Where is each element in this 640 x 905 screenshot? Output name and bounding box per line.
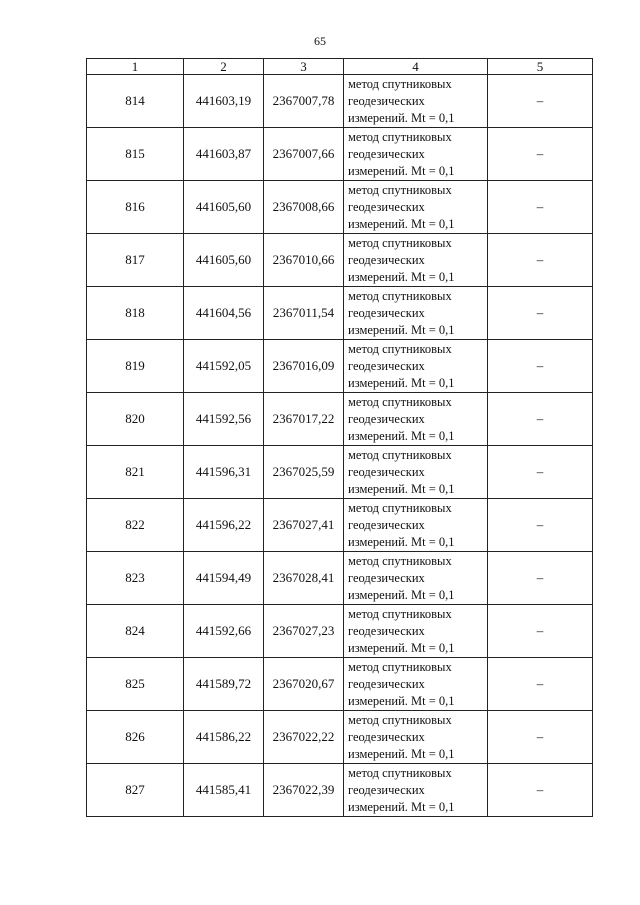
method-line: геодезических xyxy=(348,305,425,320)
method-line: метод спутниковых xyxy=(348,712,452,727)
x-coordinate-cell: 441603,19 xyxy=(184,75,264,128)
method-line: метод спутниковых xyxy=(348,553,452,568)
method-cell xyxy=(344,446,488,499)
method-line: геодезических xyxy=(348,782,425,797)
coordinates-table xyxy=(86,58,593,817)
method-line: метод спутниковых xyxy=(348,765,452,780)
method-cell xyxy=(344,181,488,234)
y-coordinate-cell: 2367020,67 xyxy=(264,658,344,711)
method-cell xyxy=(344,393,488,446)
note-cell: – xyxy=(488,128,593,181)
method-line: геодезических xyxy=(348,93,425,108)
point-number-cell: 816 xyxy=(87,181,184,234)
method-line: метод спутниковых xyxy=(348,76,452,91)
header-col-4: 4 xyxy=(344,59,488,75)
table-row xyxy=(87,340,593,393)
y-coordinate-cell: 2367028,41 xyxy=(264,552,344,605)
method-line: геодезических xyxy=(348,199,425,214)
x-coordinate-cell: 441585,41 xyxy=(184,764,264,817)
y-coordinate-cell: 2367027,41 xyxy=(264,499,344,552)
point-number-cell: 822 xyxy=(87,499,184,552)
point-number-cell: 825 xyxy=(87,658,184,711)
note-cell: – xyxy=(488,181,593,234)
x-coordinate-cell: 441605,60 xyxy=(184,234,264,287)
method-line: измерений. Mt = 0,1 xyxy=(348,375,455,390)
y-coordinate-cell: 2367007,78 xyxy=(264,75,344,128)
point-number-cell: 818 xyxy=(87,287,184,340)
point-number-cell: 817 xyxy=(87,234,184,287)
table-row xyxy=(87,234,593,287)
x-coordinate-cell: 441603,87 xyxy=(184,128,264,181)
method-cell xyxy=(344,552,488,605)
y-coordinate-cell: 2367010,66 xyxy=(264,234,344,287)
method-cell xyxy=(344,711,488,764)
x-coordinate-cell: 441596,31 xyxy=(184,446,264,499)
x-coordinate-cell: 441605,60 xyxy=(184,181,264,234)
method-line: геодезических xyxy=(348,464,425,479)
method-cell xyxy=(344,287,488,340)
y-coordinate-cell: 2367008,66 xyxy=(264,181,344,234)
table-row xyxy=(87,393,593,446)
method-line: измерений. Mt = 0,1 xyxy=(348,269,455,284)
method-line: геодезических xyxy=(348,358,425,373)
method-line: геодезических xyxy=(348,676,425,691)
point-number-cell: 820 xyxy=(87,393,184,446)
point-number-cell: 827 xyxy=(87,764,184,817)
table-body xyxy=(87,75,593,817)
method-line: измерений. Mt = 0,1 xyxy=(348,587,455,602)
table-row xyxy=(87,181,593,234)
note-cell: – xyxy=(488,234,593,287)
table-row xyxy=(87,658,593,711)
table-row xyxy=(87,75,593,128)
method-line: геодезических xyxy=(348,623,425,638)
header-col-3: 3 xyxy=(264,59,344,75)
method-line: измерений. Mt = 0,1 xyxy=(348,534,455,549)
header-col-5: 5 xyxy=(488,59,593,75)
point-number-cell: 815 xyxy=(87,128,184,181)
page-number: 65 xyxy=(314,34,326,48)
note-cell: – xyxy=(488,605,593,658)
method-line: геодезических xyxy=(348,252,425,267)
method-line: измерений. Mt = 0,1 xyxy=(348,428,455,443)
method-line: измерений. Mt = 0,1 xyxy=(348,693,455,708)
method-line: измерений. Mt = 0,1 xyxy=(348,746,455,761)
header-col-1: 1 xyxy=(87,59,184,75)
table-header xyxy=(87,59,593,75)
note-cell: – xyxy=(488,75,593,128)
note-cell: – xyxy=(488,499,593,552)
header-row xyxy=(87,59,593,75)
method-cell xyxy=(344,499,488,552)
method-line: измерений. Mt = 0,1 xyxy=(348,110,455,125)
note-cell: – xyxy=(488,340,593,393)
y-coordinate-cell: 2367017,22 xyxy=(264,393,344,446)
note-cell: – xyxy=(488,287,593,340)
y-coordinate-cell: 2367007,66 xyxy=(264,128,344,181)
method-line: метод спутниковых xyxy=(348,606,452,621)
method-cell xyxy=(344,234,488,287)
y-coordinate-cell: 2367025,59 xyxy=(264,446,344,499)
method-line: геодезических xyxy=(348,146,425,161)
method-cell xyxy=(344,764,488,817)
method-line: измерений. Mt = 0,1 xyxy=(348,163,455,178)
table-row xyxy=(87,552,593,605)
method-line: метод спутниковых xyxy=(348,500,452,515)
table-row xyxy=(87,128,593,181)
table-row xyxy=(87,764,593,817)
note-cell: – xyxy=(488,764,593,817)
table-row xyxy=(87,499,593,552)
table-row xyxy=(87,287,593,340)
method-line: измерений. Mt = 0,1 xyxy=(348,640,455,655)
x-coordinate-cell: 441592,05 xyxy=(184,340,264,393)
y-coordinate-cell: 2367016,09 xyxy=(264,340,344,393)
method-line: метод спутниковых xyxy=(348,129,452,144)
y-coordinate-cell: 2367011,54 xyxy=(264,287,344,340)
x-coordinate-cell: 441596,22 xyxy=(184,499,264,552)
method-line: геодезических xyxy=(348,729,425,744)
table-row xyxy=(87,446,593,499)
y-coordinate-cell: 2367022,22 xyxy=(264,711,344,764)
method-cell xyxy=(344,658,488,711)
point-number-cell: 814 xyxy=(87,75,184,128)
note-cell: – xyxy=(488,711,593,764)
x-coordinate-cell: 441604,56 xyxy=(184,287,264,340)
method-line: метод спутниковых xyxy=(348,182,452,197)
method-line: геодезических xyxy=(348,570,425,585)
point-number-cell: 824 xyxy=(87,605,184,658)
method-cell xyxy=(344,340,488,393)
table-row xyxy=(87,711,593,764)
x-coordinate-cell: 441592,66 xyxy=(184,605,264,658)
method-cell xyxy=(344,128,488,181)
x-coordinate-cell: 441586,22 xyxy=(184,711,264,764)
method-line: геодезических xyxy=(348,517,425,532)
y-coordinate-cell: 2367027,23 xyxy=(264,605,344,658)
method-line: измерений. Mt = 0,1 xyxy=(348,481,455,496)
method-line: метод спутниковых xyxy=(348,341,452,356)
point-number-cell: 821 xyxy=(87,446,184,499)
point-number-cell: 826 xyxy=(87,711,184,764)
method-line: измерений. Mt = 0,1 xyxy=(348,322,455,337)
method-line: геодезических xyxy=(348,411,425,426)
header-col-2: 2 xyxy=(184,59,264,75)
note-cell: – xyxy=(488,552,593,605)
x-coordinate-cell: 441594,49 xyxy=(184,552,264,605)
x-coordinate-cell: 441589,72 xyxy=(184,658,264,711)
x-coordinate-cell: 441592,56 xyxy=(184,393,264,446)
method-line: метод спутниковых xyxy=(348,394,452,409)
y-coordinate-cell: 2367022,39 xyxy=(264,764,344,817)
note-cell: – xyxy=(488,446,593,499)
note-cell: – xyxy=(488,393,593,446)
method-cell xyxy=(344,75,488,128)
method-line: метод спутниковых xyxy=(348,447,452,462)
point-number-cell: 819 xyxy=(87,340,184,393)
method-line: метод спутниковых xyxy=(348,659,452,674)
note-cell: – xyxy=(488,658,593,711)
table-row xyxy=(87,605,593,658)
method-cell xyxy=(344,605,488,658)
method-line: измерений. Mt = 0,1 xyxy=(348,216,455,231)
method-line: метод спутниковых xyxy=(348,288,452,303)
point-number-cell: 823 xyxy=(87,552,184,605)
method-line: метод спутниковых xyxy=(348,235,452,250)
method-line: измерений. Mt = 0,1 xyxy=(348,799,455,814)
